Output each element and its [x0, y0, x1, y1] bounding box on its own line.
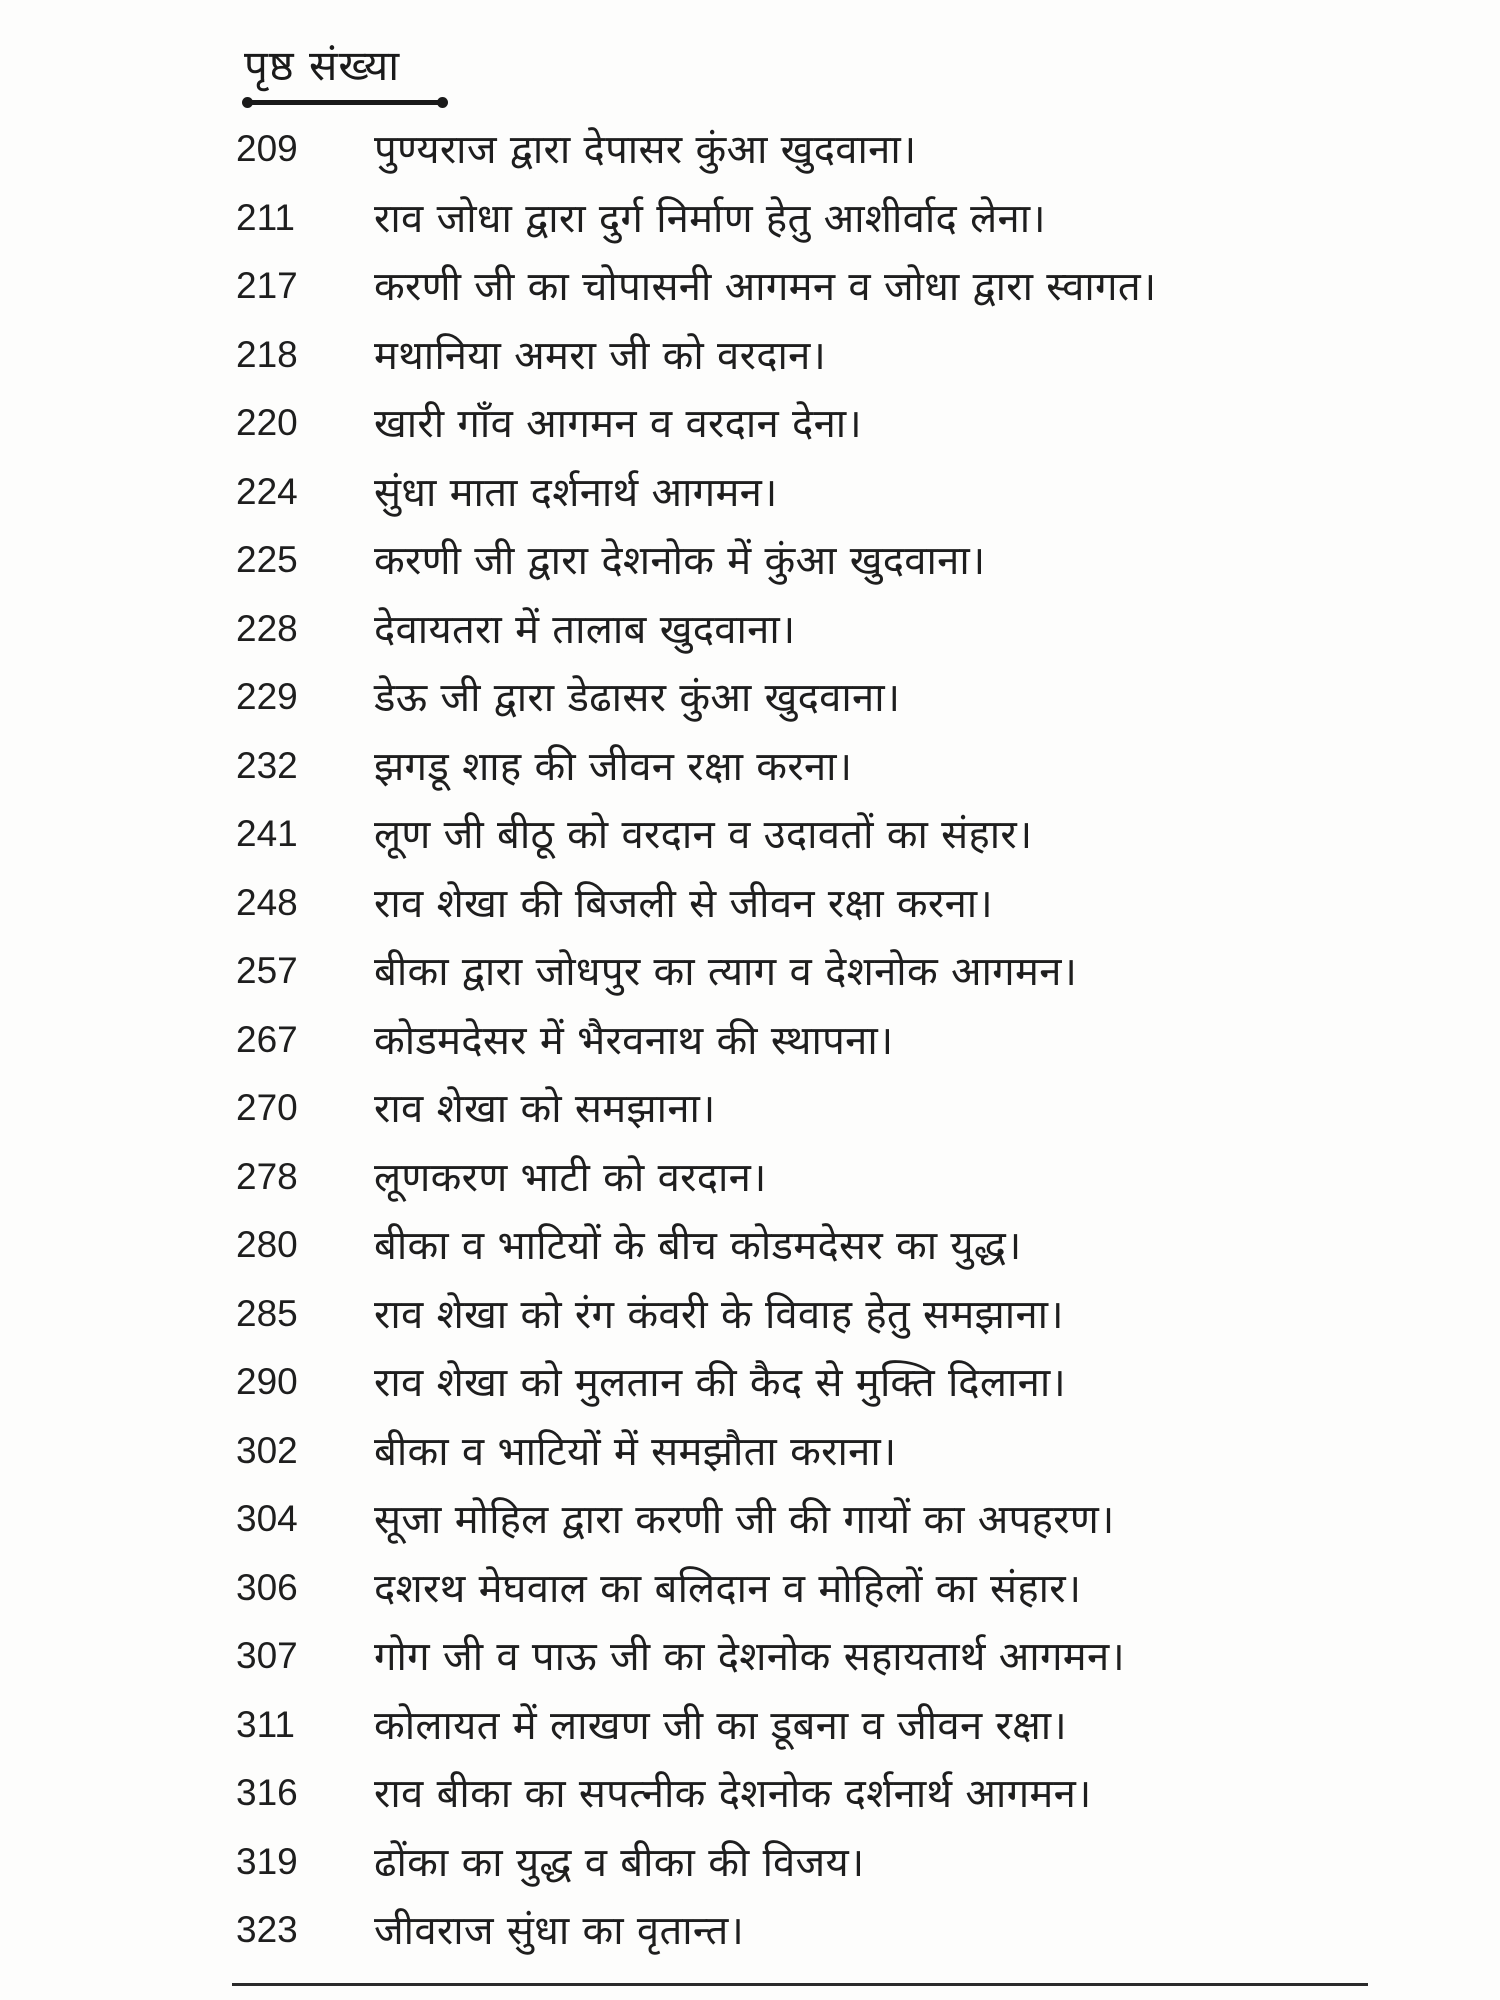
- entry-title: सूजा मोहिल द्वारा करणी जी की गायों का अपहरण।: [374, 1497, 1115, 1543]
- contents-entry: [236, 1420, 1386, 1489]
- entry-page-number: 316: [236, 1772, 298, 1813]
- contents-entry: [236, 1283, 1386, 1352]
- entry-title: राव शेखा को रंग कंवरी के विवाह हेतु समझाना।: [374, 1291, 1064, 1338]
- page-number-header: [244, 38, 400, 94]
- contents-entry: [236, 187, 1386, 256]
- entry-page-number: 304: [236, 1498, 298, 1539]
- contents-entry: [236, 1899, 1386, 1968]
- entry-page-number: 267: [236, 1018, 298, 1060]
- contents-entry: [236, 1625, 1386, 1694]
- entry-title: पुण्यराज द्वारा देपासर कुंआ खुदवाना।: [374, 127, 917, 173]
- page-number-heading: पृष्ठ संख्या: [244, 41, 401, 90]
- entry-page-number: 311: [236, 1703, 295, 1745]
- entry-page-number: 224: [236, 470, 298, 512]
- entry-page-number: 217: [236, 265, 298, 306]
- entry-title: करणी जी का चोपासनी आगमन व जोधा द्वारा स्वागत।: [374, 264, 1157, 310]
- contents-list: [236, 118, 1386, 1968]
- entry-title: बीका व भाटियों के बीच कोडमदेसर का युद्ध।: [374, 1223, 1022, 1269]
- entry-page-number: 232: [236, 744, 298, 786]
- entry-page-number: 306: [236, 1566, 298, 1608]
- contents-entry: [236, 1488, 1386, 1557]
- entry-page-number: 270: [236, 1087, 298, 1128]
- contents-entry: [236, 803, 1386, 872]
- entry-page-number: 241: [236, 813, 298, 854]
- entry-title: गोग जी व पाऊ जी का देशनोक सहायतार्थ आगमन।: [374, 1634, 1125, 1680]
- contents-entry: [236, 872, 1386, 941]
- contents-entry: [236, 735, 1386, 804]
- entry-page-number: 248: [236, 881, 298, 923]
- entry-title: लूणकरण भाटी को वरदान।: [374, 1154, 767, 1201]
- entry-page-number: 290: [236, 1361, 298, 1402]
- entry-title: झगडू शाह की जीवन रक्षा करना।: [374, 743, 853, 790]
- contents-entry: [236, 666, 1386, 735]
- entry-title: खारी गाँव आगमन व वरदान देना।: [374, 401, 862, 447]
- contents-entry: [236, 461, 1386, 530]
- contents-entry: [236, 1214, 1386, 1283]
- bottom-divider: [232, 1983, 1368, 1986]
- contents-entry: [236, 255, 1386, 324]
- contents-entry: [236, 392, 1386, 461]
- entry-page-number: 211: [236, 196, 295, 238]
- entry-page-number: 278: [236, 1155, 298, 1197]
- entry-page-number: 280: [236, 1224, 298, 1265]
- contents-entry: [236, 1009, 1386, 1078]
- contents-entry: [236, 1557, 1386, 1626]
- heading-underline-ornament: [246, 100, 444, 105]
- entry-title: सुंधा माता दर्शनार्थ आगमन।: [374, 469, 778, 516]
- entry-page-number: 285: [236, 1292, 298, 1334]
- entry-title: करणी जी द्वारा देशनोक में कुंआ खुदवाना।: [374, 538, 986, 584]
- entry-title: कोलायत में लाखण जी का डूबना व जीवन रक्षा।: [374, 1702, 1067, 1749]
- contents-entry: [236, 1077, 1386, 1146]
- entry-title: दशरथ मेघवाल का बलिदान व मोहिलों का संहार।: [374, 1565, 1082, 1612]
- entry-page-number: 302: [236, 1429, 298, 1471]
- entry-title: राव बीका का सपत्नीक देशनोक दर्शनार्थ आगमन।: [374, 1771, 1092, 1817]
- contents-entry: [236, 1831, 1386, 1900]
- entry-page-number: 228: [236, 607, 298, 649]
- contents-entry: [236, 529, 1386, 598]
- entry-title: बीका व भाटियों में समझौता कराना।: [374, 1428, 897, 1475]
- entry-title: मथानिया अमरा जी को वरदान।: [374, 332, 827, 379]
- entry-page-number: 220: [236, 402, 298, 443]
- contents-entry: [236, 1694, 1386, 1763]
- entry-title: डेऊ जी द्वारा डेढासर कुंआ खुदवाना।: [374, 675, 901, 721]
- entry-page-number: 229: [236, 676, 298, 717]
- entry-title: बीका द्वारा जोधपुर का त्याग व देशनोक आगमन।: [374, 949, 1078, 995]
- contents-entry: [236, 324, 1386, 393]
- entry-title: राव शेखा को मुलतान की कैद से मुक्ति दिलाना।: [374, 1360, 1066, 1406]
- entry-page-number: 307: [236, 1635, 298, 1676]
- entry-title: राव शेखा की बिजली से जीवन रक्षा करना।: [374, 880, 993, 927]
- entry-title: जीवराज सुंधा का वृतान्त।: [374, 1908, 745, 1954]
- entry-title: ढोंका का युद्ध व बीका की विजय।: [374, 1839, 865, 1886]
- contents-entry: [236, 598, 1386, 667]
- contents-entry: [236, 118, 1386, 187]
- entry-page-number: 218: [236, 333, 298, 375]
- entry-title: राव शेखा को समझाना।: [374, 1086, 716, 1132]
- entry-title: कोडमदेसर में भैरवनाथ की स्थापना।: [374, 1017, 894, 1064]
- entry-page-number: 209: [236, 128, 298, 169]
- contents-entry: [236, 1762, 1386, 1831]
- entry-page-number: 319: [236, 1840, 298, 1882]
- contents-entry: [236, 940, 1386, 1009]
- entry-title: राव जोधा द्वारा दुर्ग निर्माण हेतु आशीर्वाद लेना।: [374, 195, 1046, 242]
- contents-entry: [236, 1351, 1386, 1420]
- entry-page-number: 323: [236, 1909, 298, 1950]
- entry-title: लूण जी बीठू को वरदान व उदावतों का संहार।: [374, 812, 1033, 858]
- contents-entry: [236, 1146, 1386, 1215]
- entry-page-number: 257: [236, 950, 298, 991]
- entry-page-number: 225: [236, 539, 298, 580]
- entry-title: देवायतरा में तालाब खुदवाना।: [374, 606, 796, 653]
